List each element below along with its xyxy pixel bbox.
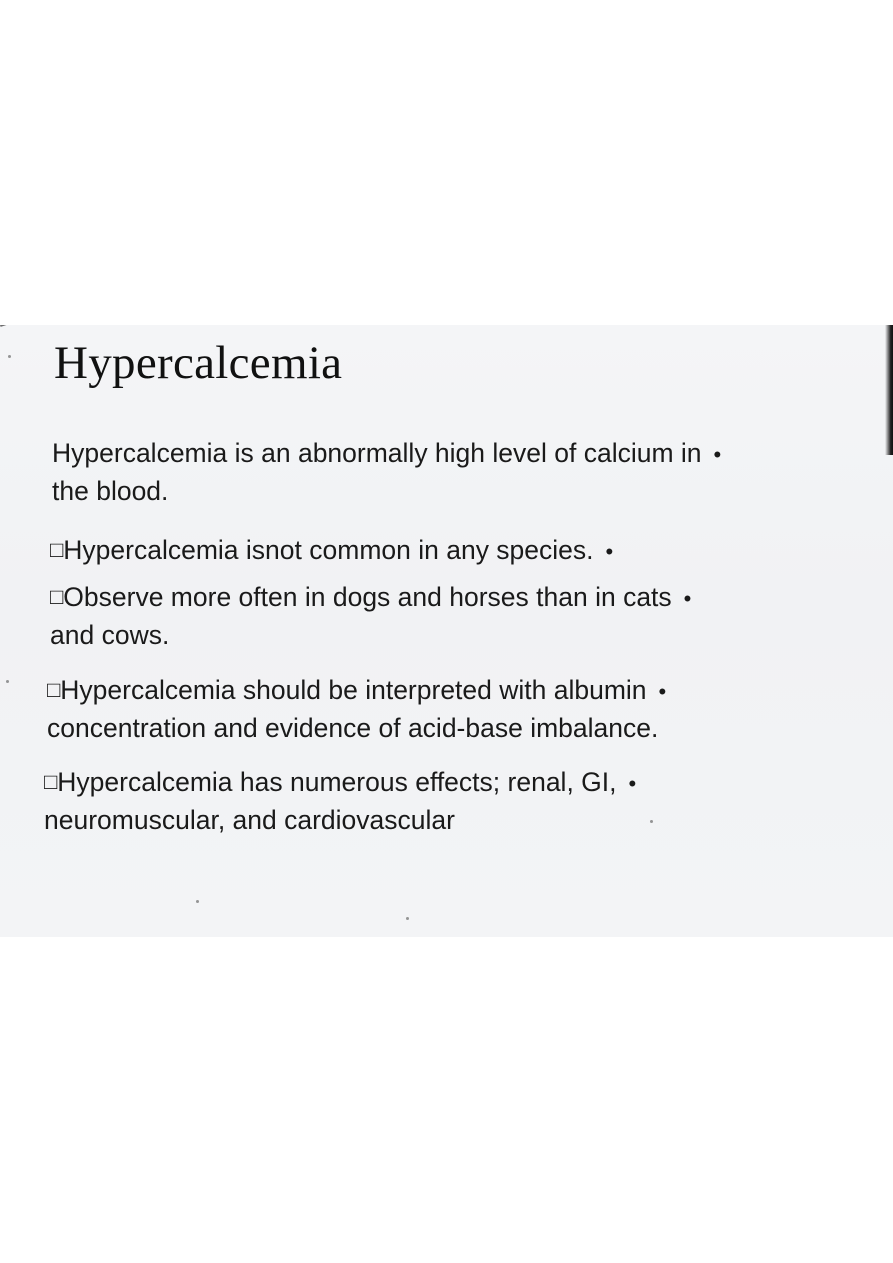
bullet-line: and cows. bbox=[50, 620, 170, 650]
missing-glyph-icon: □ bbox=[50, 584, 64, 609]
bullet-effects bbox=[44, 763, 844, 839]
bullet-dot-icon: • bbox=[683, 586, 692, 611]
bullet-line: the blood. bbox=[52, 476, 169, 506]
bullet-line: concentration and evidence of acid-base imbalance. bbox=[47, 713, 659, 743]
missing-glyph-icon: □ bbox=[50, 537, 64, 562]
bullet-not-common bbox=[50, 531, 850, 570]
scan-speck bbox=[6, 680, 9, 683]
scan-speck bbox=[650, 820, 653, 823]
scan-speck bbox=[8, 355, 11, 358]
bullet-dot-icon: • bbox=[713, 442, 722, 467]
bullet-dot-icon: • bbox=[628, 771, 637, 796]
bullet-line: neuromuscular, and cardiovascular bbox=[44, 805, 455, 835]
bullet-line: Hypercalcemia has numerous effects; renal, GI, bbox=[57, 767, 617, 797]
bullet-line: Observe more often in dogs and horses than in cats bbox=[63, 582, 672, 612]
slide-edge-shadow bbox=[885, 325, 893, 455]
scan-speck bbox=[196, 900, 199, 903]
bullet-line: Hypercalcemia is an abnormally high level of calcium in bbox=[52, 438, 702, 468]
bullet-interpretation bbox=[47, 671, 847, 747]
bullet-dot-icon: • bbox=[605, 539, 614, 564]
bullet-dot-icon: • bbox=[658, 679, 667, 704]
bullet-line: Hypercalcemia should be interpreted with albumin bbox=[60, 675, 647, 705]
corner-mark bbox=[0, 325, 43, 340]
bullet-species bbox=[50, 578, 850, 654]
slide-photo bbox=[0, 325, 893, 937]
missing-glyph-icon: □ bbox=[47, 677, 61, 702]
bullet-line: Hypercalcemia isnot common in any species. bbox=[63, 535, 594, 565]
slide-title: Hypercalcemia bbox=[54, 337, 343, 389]
missing-glyph-icon: □ bbox=[44, 769, 58, 794]
bullet-definition bbox=[52, 435, 852, 510]
scan-speck bbox=[406, 917, 409, 920]
